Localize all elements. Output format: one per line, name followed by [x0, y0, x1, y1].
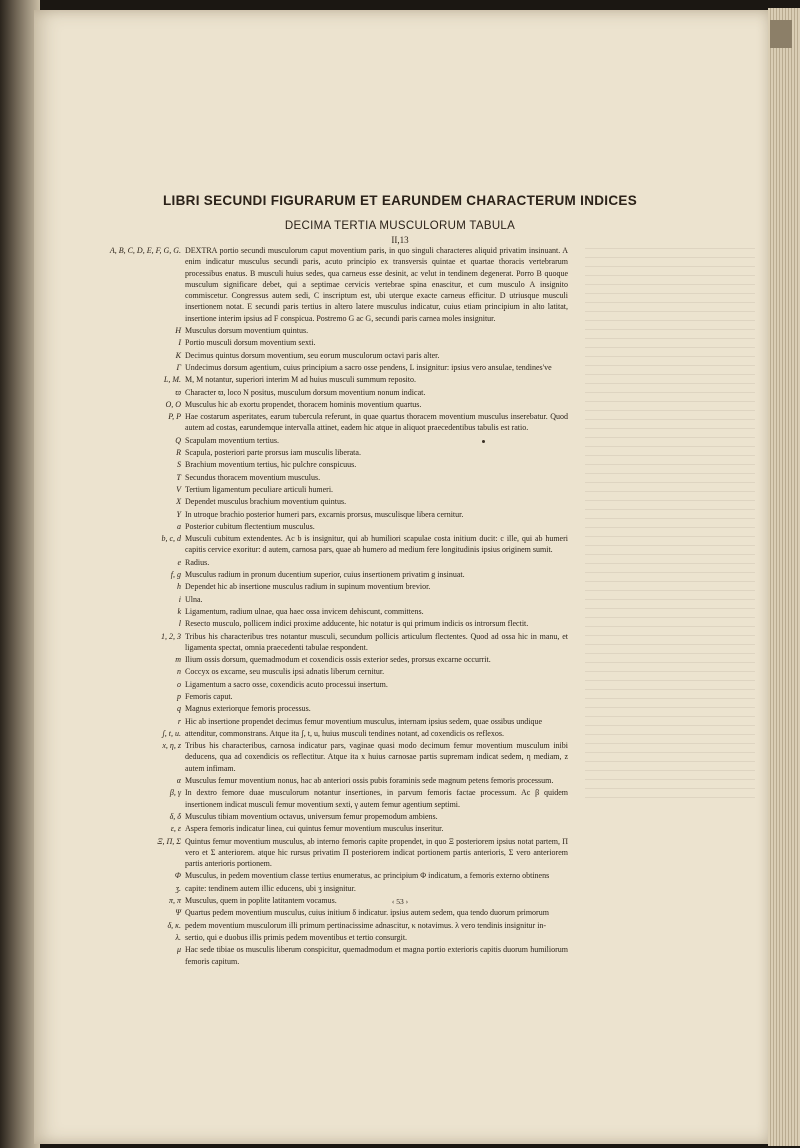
entry-label: Γ: [176, 362, 181, 372]
entry-text: Undecimus dorsum agentium, cuius principium a sacro osse pendens, L insignitur: ipsius vero ansulae, tendines've: [185, 362, 552, 372]
entry-label: μ: [176, 945, 181, 955]
entry-row: [88, 679, 568, 690]
entry-row: [88, 484, 568, 495]
entry-row: [88, 666, 568, 677]
entry-row: [88, 883, 568, 894]
entry-row: [88, 907, 568, 918]
entry-label: π, π: [168, 896, 181, 906]
entry-label: X: [176, 497, 181, 507]
entry-label: δ, δ: [169, 811, 181, 821]
entry-text: Quartus pedem moventium musculus, cuius initium δ indicatur. ipsius autem sedem, qua tendo duorum primorum: [185, 908, 549, 918]
entry-text: Musculus hic ab exortu propendet, thoracem hominis moventium quartus.: [185, 399, 422, 409]
entry-label: I: [178, 338, 181, 348]
entry-text: Femoris caput.: [185, 691, 233, 701]
entry-text: Musculus tibiam moventium octavus, universum femur propemodum ambiens.: [185, 811, 438, 821]
entry-text: Musculus dorsum moventium quintus.: [185, 326, 309, 336]
entry-row: [88, 787, 568, 810]
entry-row: [88, 654, 568, 665]
entry-label: T: [176, 472, 181, 482]
entry-label: S: [177, 460, 181, 470]
entry-text: Hac sede tibiae os musculis liberum conspicitur, quemadmodum et magna portio exterioris capitis duorum humiliorum femoris capitum.: [185, 945, 568, 966]
entry-label: Y: [176, 509, 181, 519]
entry-text: Tertium ligamentum peculiare articuli humeri.: [185, 484, 334, 494]
entry-label: m: [175, 655, 181, 665]
entry-row: [88, 920, 568, 931]
entry-row: [88, 533, 568, 556]
entry-label: K: [175, 350, 181, 360]
entry-text: Ligamentum a sacro osse, coxendicis acuto processui insertum.: [185, 679, 388, 689]
entry-label: h: [177, 582, 181, 592]
entry-label: α: [176, 776, 181, 786]
entry-label: x, η, z: [162, 741, 181, 751]
entry-row: [88, 631, 568, 654]
entry-text: Scapula, posteriori parte prorsus iam musculis liberata.: [185, 448, 361, 458]
entry-label: V: [176, 484, 181, 494]
entry-label: H: [175, 326, 181, 336]
entry-label: Φ: [174, 871, 181, 881]
entry-row: [88, 472, 568, 483]
entry-text: Coccyx os excarne, seu musculis ipsi adnatis liberum cernitur.: [185, 667, 385, 677]
entry-row: [88, 435, 568, 446]
entry-text: Ligamentum, radium ulnae, qua haec ossa invicem dehiscunt, committens.: [185, 606, 424, 616]
entry-label: a: [177, 521, 181, 531]
entry-label: n: [177, 667, 181, 677]
entry-text: capite: tendinem autem illic educens, ubi ʒ insignitur.: [185, 883, 356, 893]
entry-text: attenditur, commonstrans. Atque ita ʃ, t, u, huius musculi tendines notant, ad coxendicis os reflexos.: [185, 728, 504, 738]
entry-text: Musculus, in pedem moventium classe tertius enumeratus, ac principium Φ indicatum, a femoris externo obtinens: [185, 871, 550, 881]
entry-label: f, g: [170, 570, 181, 580]
entry-label: Q: [175, 435, 181, 445]
entry-row: [88, 618, 568, 629]
entry-text: Musculus femur moventium nonus, hac ab anteriori ossis pubis foraminis sede magnum petens femoris processum.: [185, 776, 554, 786]
entry-row: [88, 399, 568, 410]
entry-label: r: [177, 716, 181, 726]
entry-text: Hic ab insertione propendet decimus femur moventium musculus, internam ipsius sedem, quae ossibus undique: [185, 716, 543, 726]
section-title: DECIMA TERTIA MUSCULORUM TABULA: [284, 220, 516, 232]
entry-row: [88, 411, 568, 434]
entry-text: In dextro femore duae musculorum notantur insertiones, in parvum femoris factae processum. Ac β quidem insertionem indicat musculi femur moventium sexti, γ autem femur agentium septimi.: [185, 788, 568, 809]
entry-text: Decimus quintus dorsum moventium, seu eorum musculorum octavi paris alter.: [185, 350, 440, 360]
entry-row: [88, 740, 568, 774]
entry-row: [88, 325, 568, 336]
entry-text: Musculi cubitum extendentes. Ac b is insignitur, qui ab humiliori scapulae costa initium ducit: c ille, qui ab humeri capitis cervice exoritur: d autem, carnosa pars, quae ab humero ad medium fere longitudinis ipsius originem sumit.: [185, 534, 568, 555]
entry-text: Brachium moventium tertius, hic pulchre conspicuus.: [185, 460, 357, 470]
entry-label: O, O: [165, 399, 181, 409]
entry-row: [88, 447, 568, 458]
entry-row: [88, 775, 568, 786]
entry-label: λ.: [175, 932, 181, 942]
entry-label: R: [176, 448, 181, 458]
entry-row: [88, 337, 568, 348]
entry-row: [88, 703, 568, 714]
entry-row: [88, 691, 568, 702]
entry-label: δ, κ.: [167, 920, 181, 930]
entry-row: [88, 387, 568, 398]
entry-row: [88, 374, 568, 385]
entry-row: [88, 521, 568, 532]
figure-reference: II,13: [391, 235, 409, 245]
entry-label: Ψ: [175, 908, 181, 918]
entry-text: Scapulam moventium tertius.: [185, 435, 279, 445]
entry-row: [88, 870, 568, 881]
entry-label: Ξ, Π, Σ: [157, 836, 181, 846]
entry-text: Portio musculi dorsum moventium sexti.: [185, 338, 316, 348]
entry-label: l: [178, 619, 181, 629]
entry-text: Musculus radium in pronum ducentium superior, cuius insertionem privatim g insinuat.: [185, 570, 465, 580]
entry-row: [88, 496, 568, 507]
entry-text: Tribus his characteribus tres notantur musculi, secundum pollicis articulum flectentes. Quod ad ossa hic in manu, et ligamenta spectat, omnia praecedenti tabulae respondent.: [185, 631, 568, 652]
entry-row: [88, 509, 568, 520]
entry-label: 1, 2, 3: [161, 631, 181, 641]
entry-row: [88, 716, 568, 727]
entry-row: [88, 594, 568, 605]
entry-text: Ulna.: [185, 594, 203, 604]
entry-label: k: [177, 606, 181, 616]
entry-text: M, M notantur, superiori interim M ad huius musculi summum reposito.: [185, 375, 416, 385]
entry-label: β, γ: [169, 788, 181, 798]
entry-text: Musculus, quem in poplite latitantem vocamus.: [185, 896, 337, 906]
entry-row: [88, 581, 568, 592]
entry-text: Aspera femoris indicatur linea, cui quintus femur moventium musculus inseritur.: [185, 824, 444, 834]
entry-label: ϖ: [175, 387, 181, 397]
entry-text: Dependet hic ab insertione musculus radium in supinum moventium brevior.: [185, 582, 431, 592]
entry-text: Character ϖ, loco N positus, musculum dorsum moventium nonum indicat.: [185, 387, 426, 397]
entry-text: DEXTRA portio secundi musculorum caput moventium paris, in quo singuli characteres aliquid privatim insinuant. A enim indicatur musculus secundi paris, acuto principio ex transversis quintae et quartae thoracis vertebrarum processibus enatus. B musculi huius sedes, qua carneus esse desinit, ac velut in tendinem degenerat. Porro B quoque musculum significare debet, qui a septimae cervicis vertebrae spina enascitur, et cum musculo A insignito commiscetur. Congressus autem sedi, C inscriptum est, ubi uterque exacte carneus efficitur. D utriusque musculi insertionem notat. E secundi paris tertius in altero latere musculus indicatur, cuius etiam principium in alto latitat, insertione interim ipsius ad F conspicua. Postremo G ac G, secundi paris carnea moles insignitur.: [185, 246, 568, 323]
page-title: LIBRI SECUNDI FIGURARUM ET EARUNDEM CHARACTERUM INDICES: [163, 193, 637, 208]
entry-label: ε, ε: [170, 824, 181, 834]
entry-row: [88, 459, 568, 470]
entry-text: In utroque brachio posterior humeri pars, excarnis prorsus, musculisque libera cernitur.: [185, 509, 464, 519]
entry-text: Radius.: [185, 557, 210, 567]
entry-text: Resecto musculo, pollicem indici proxime adducente, hic notatur is qui primum indicis os introrsum flectit.: [185, 619, 529, 629]
entry-row: [88, 944, 568, 967]
entry-row: [88, 606, 568, 617]
entry-text: Magnus exteriorque femoris processus.: [185, 704, 311, 714]
entry-row: [88, 811, 568, 822]
entry-text: Tribus his characteribus, carnosa indicatur pars, vaginae quasi modo decimum femur moventium musculum inibi deducens, qua ad coxendicis os reflectitur. Atque ita x huius carnosae partis supremam indicat sedem, η mediam, z autem infimam.: [185, 741, 568, 773]
entry-text: Posterior cubitum flectentium musculus.: [185, 521, 315, 531]
entry-label: A, B, C, D, E, F, G, G.: [109, 246, 181, 255]
entry-row: [88, 823, 568, 834]
page-number: ‹ 53 ›: [391, 897, 409, 906]
entry-text: pedem moventium musculorum illi primum pertinacissime adnascitur, κ notavimus. λ vero tendinis insignitur in-: [185, 920, 547, 930]
entry-text: Hae costarum asperitates, earum tubercula referunt, in quae quartus thoracem moventium musculus inserebatur. Quod autem ad costas, earundemque intervalla attinet, eadem hic atque in aliquot praecedentibus tabulis est ratio.: [185, 412, 568, 433]
entry-label: P, P: [168, 412, 181, 422]
entry-text: Dependet musculus brachium moventium quintus.: [185, 497, 347, 507]
entry-label: ʒ.: [175, 883, 181, 893]
entry-row: [88, 836, 568, 870]
entry-row: [88, 245, 568, 324]
entry-row: [88, 350, 568, 361]
entry-row: [88, 932, 568, 943]
entry-label: ʃ, t, u.: [162, 728, 181, 738]
entry-text: Quintus femur moventium musculus, ab interno femoris capite propendet, in quo Ξ posteriorem ipsius notat partem, Π vero et Σ anteriorem. atque hic rursus privatim Π posteriorem indicat portionem partis anterioris, Σ vero anteriorem partis anterioris portionem.: [185, 836, 568, 869]
entry-label: q: [177, 704, 181, 714]
entry-label: b, c, d: [161, 534, 181, 544]
bleed-through-text: [585, 240, 755, 800]
entry-list: [88, 245, 568, 968]
entry-label: e: [177, 557, 181, 567]
entry-text: Secundus thoracem moventium musculus.: [185, 472, 321, 482]
entry-label: L, M.: [163, 375, 181, 385]
entry-row: [88, 728, 568, 739]
entry-label: o: [177, 679, 181, 689]
entry-row: [88, 362, 568, 373]
entry-text: sertio, qui e duobus illis primis pedem moventibus et tertio consurgit.: [185, 932, 408, 942]
entry-row: [88, 557, 568, 568]
entry-text: Ilium ossis dorsum, quemadmodum et coxendicis ossis exterior sedes, prorsus excarne occurrit.: [185, 655, 491, 665]
entry-row: [88, 569, 568, 580]
entry-label: i: [178, 594, 181, 604]
entry-label: p: [177, 691, 181, 701]
